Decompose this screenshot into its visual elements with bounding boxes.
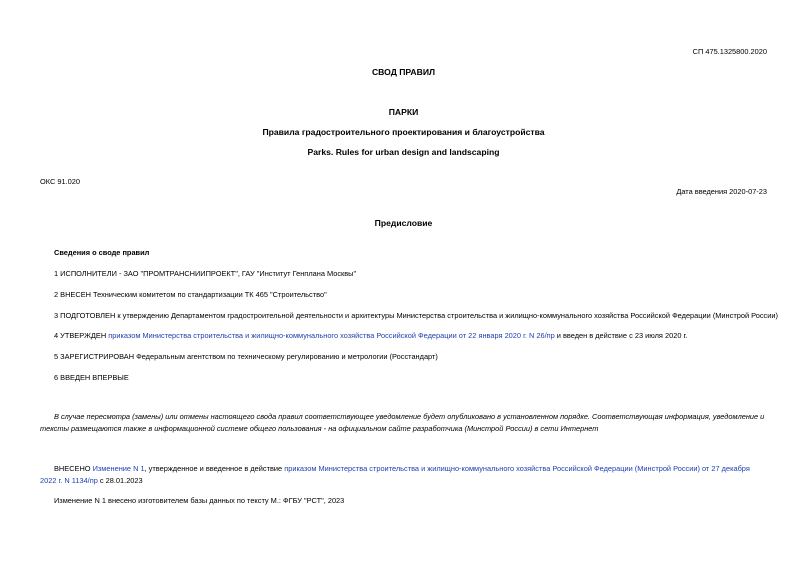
preface-item-2: 2 ВНЕСЕН Техническим комитетом по стандартизации ТК 465 "Строительство" bbox=[54, 290, 327, 299]
document-type: СВОД ПРАВИЛ bbox=[371, 67, 436, 77]
amendment-note: Изменение N 1 внесено изготовителем базы данных по тексту М.: ФГБУ "РСТ", 2023 bbox=[54, 496, 345, 505]
amendment-prefix: ВНЕСЕНО bbox=[54, 464, 93, 473]
amendment-link[interactable]: Изменение N 1 bbox=[92, 464, 145, 473]
preface-item-3: 3 ПОДГОТОВЛЕН к утверждению Департаментом градостроительной деятельности и архитектуры Министерства строительства и жилищно-коммунального хозяйства Российской Федерации (Минстрой России) bbox=[54, 311, 778, 320]
introduction-date: Дата введения 2020-07-23 bbox=[676, 187, 767, 196]
oks-code: ОКС 91.020 bbox=[40, 177, 80, 186]
preface-item-4-suffix: и введен в действие с 23 июля 2020 г. bbox=[554, 331, 688, 340]
amendment-order-link[interactable]: приказом Министерства строительства и жилищно-коммунального хозяйства Российской Федерации (Минстрой России) от 27 декабря 2022 г. N 1134/пр bbox=[40, 464, 750, 485]
document-subtitle-en: Parks. Rules for urban design and landscaping bbox=[307, 147, 500, 157]
preface-item-4-prefix: 4 УТВЕРЖДЕН bbox=[54, 331, 109, 340]
preface-item-5: 5 ЗАРЕГИСТРИРОВАН Федеральным агентством по техническому регулированию и метрологии (Росстандарт) bbox=[54, 352, 438, 361]
revision-notice: В случае пересмотра (замены) или отмены настоящего свода правил соответствующее уведомление будет опубликовано в установленном порядке. Соответствующая информация, уведомление и тексты размещаются также в информационной системе общего пользования - на официальном сайте разработчика (Минстрой России) в сети Интернет bbox=[40, 412, 765, 433]
approval-order-link[interactable]: приказом Министерства строительства и жилищно-коммунального хозяйства Российской Федерации от 22 января 2020 г. N 26/пр bbox=[108, 331, 555, 340]
preface-item-1: 1 ИСПОЛНИТЕЛИ - ЗАО "ПРОМТРАНСНИИПРОЕКТ", ГАУ "Институт Генплана Москвы" bbox=[54, 269, 357, 278]
amendment-middle: , утвержденное и введенное в действие bbox=[144, 464, 285, 473]
document-subtitle-ru: Правила градостроительного проектирования и благоустройства bbox=[262, 127, 545, 137]
preface-item-4 bbox=[54, 331, 687, 340]
preface-heading: Предисловие bbox=[374, 218, 433, 228]
preface-item-6: 6 ВВЕДЕН ВПЕРВЫЕ bbox=[54, 373, 129, 382]
preface-info-heading: Сведения о своде правил bbox=[54, 248, 150, 257]
document-code: СП 475.1325800.2020 bbox=[692, 47, 767, 56]
amendment-paragraph bbox=[40, 463, 768, 487]
document-title: ПАРКИ bbox=[388, 107, 419, 117]
amendment-suffix: с 28.01.2023 bbox=[97, 476, 143, 485]
